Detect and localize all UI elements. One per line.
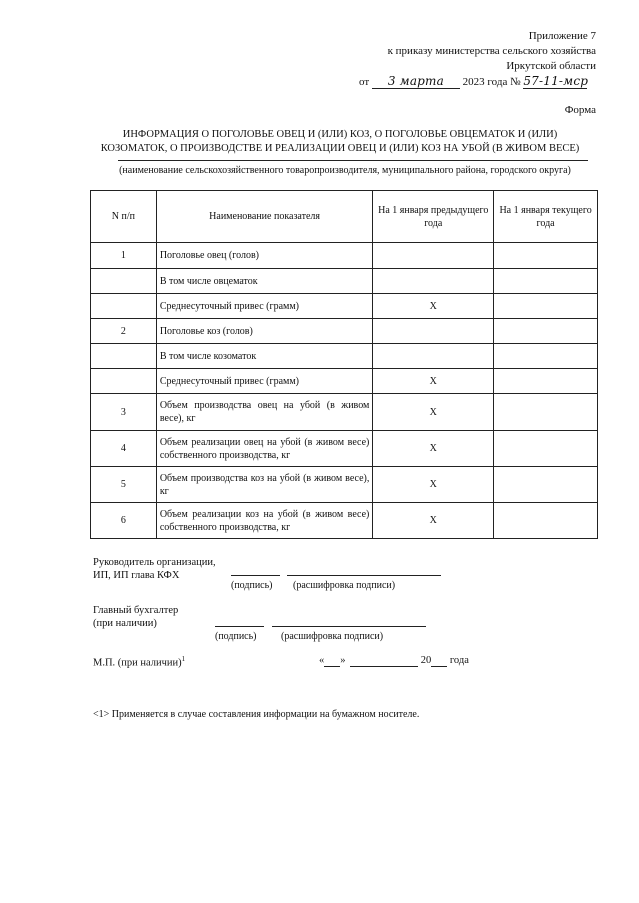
row-indicator: Поголовье коз (голов) [156,319,373,344]
table-row [91,394,598,431]
accountant-signature-caption: (подпись) [215,631,257,642]
date-open-quote: « [319,655,325,666]
row-num [91,269,157,294]
table-row [91,503,598,539]
row-prev: X [373,294,494,319]
date-year-blank [431,655,447,667]
accountant-line-2: (при наличии) [93,618,157,629]
row-prev: X [373,503,494,539]
head-signatory-label [93,556,216,582]
row-num: 1 [91,243,157,269]
row-indicator: В том числе козоматок [156,344,373,369]
row-prev [373,319,494,344]
head-decode-line [287,575,441,576]
table-row [91,369,598,394]
table-row [91,344,598,369]
row-num: 5 [91,467,157,503]
head-signature-line [231,575,280,576]
row-curr [494,344,598,369]
year-text: 2023 года № [462,76,521,88]
head-line-2: ИП, ИП глава КФХ [93,570,180,581]
row-indicator: Среднесуточный привес (грамм) [156,294,373,319]
accountant-signatory-label [93,604,178,630]
row-prev: X [373,394,494,431]
stamp-label [93,655,185,669]
row-indicator: Среднесуточный привес (грамм) [156,369,373,394]
accountant-signature-line [215,626,264,627]
row-prev [373,243,494,269]
row-curr [494,503,598,539]
row-num: 4 [91,431,157,467]
row-indicator: В том числе овцематок [156,269,373,294]
date-century: 20 [420,655,432,666]
row-curr [494,369,598,394]
head-signature-caption: (подпись) [231,580,273,591]
accountant-decode-caption: (расшифровка подписи) [281,631,384,642]
header-prev-year: На 1 января предыдущего года [373,191,494,243]
producer-name-line [118,160,588,161]
table-row [91,269,598,294]
table-row [91,319,598,344]
row-num [91,369,157,394]
footnote: <1> Применяется в случае составления информации на бумажном носителе. [93,709,420,720]
row-curr [494,243,598,269]
row-num: 6 [91,503,157,539]
row-indicator: Объем реализации овец на убой (в живом весе) собственного производства, кг [156,431,373,467]
header-curr-year: На 1 января текущего года [494,191,598,243]
row-indicator: Объем производства овец на убой (в живом весе), кг [156,394,373,431]
producer-name-caption: (наименование сельскохозяйственного товаропроизводителя, муниципального района, городского округа) [119,165,571,176]
table-row [91,431,598,467]
row-indicator: Объем реализации коз на убой (в живом весе) собственного производства, кг [156,503,373,539]
appendix-label: Приложение 7 [528,30,596,42]
form-label: Форма [564,104,596,116]
date-month-blank [350,655,418,667]
accountant-decode-line [272,626,426,627]
row-prev [373,344,494,369]
title-line-1: ИНФОРМАЦИЯ О ПОГОЛОВЬЕ ОВЕЦ И (ИЛИ) КОЗ, О ПОГОЛОВЬЕ ОВЦЕМАТОК И (ИЛИ) [122,129,558,140]
row-num: 2 [91,319,157,344]
table-row [91,243,598,269]
date-day-blank [324,655,340,667]
row-indicator: Объем производства коз на убой (в живом весе), кг [156,467,373,503]
from-prefix: от [359,76,370,88]
header-num: N п/п [91,191,157,243]
head-decode-caption: (расшифровка подписи) [293,580,396,591]
row-curr [494,319,598,344]
region-label: Иркутской области [506,60,596,72]
handwritten-date: 3 марта [372,74,460,89]
date-field [319,655,469,667]
row-num: 3 [91,394,157,431]
table-row [91,467,598,503]
row-num [91,294,157,319]
row-curr [494,431,598,467]
row-indicator: Поголовье овец (голов) [156,243,373,269]
row-prev: X [373,369,494,394]
stamp-text: М.П. (при наличии) [93,657,182,669]
row-prev: X [373,467,494,503]
head-line-1: Руководитель организации, [93,557,216,568]
handwritten-number: 57-11-мср [523,74,589,88]
livestock-table [90,190,598,539]
order-date-line [359,74,587,89]
row-num [91,344,157,369]
row-prev [373,269,494,294]
row-curr [494,394,598,431]
order-reference: к приказу министерства сельского хозяйства [387,45,596,57]
title-line-2: КОЗОМАТОК, О ПРОИЗВОДСТВЕ И РЕАЛИЗАЦИИ ОВЕЦ И (ИЛИ) КОЗ НА УБОЙ (В ЖИВОМ ВЕСЕ) [100,143,580,154]
row-curr [494,294,598,319]
date-suffix: года [449,655,469,666]
stamp-footnote-mark: 1 [181,655,186,663]
date-close-quote: » [340,655,346,666]
table-header-row [91,191,598,243]
row-curr [494,269,598,294]
accountant-line-1: Главный бухгалтер [93,605,179,616]
row-curr [494,467,598,503]
row-prev: X [373,431,494,467]
document-title [40,128,639,156]
header-indicator: Наименование показателя [156,191,373,243]
table-row [91,294,598,319]
